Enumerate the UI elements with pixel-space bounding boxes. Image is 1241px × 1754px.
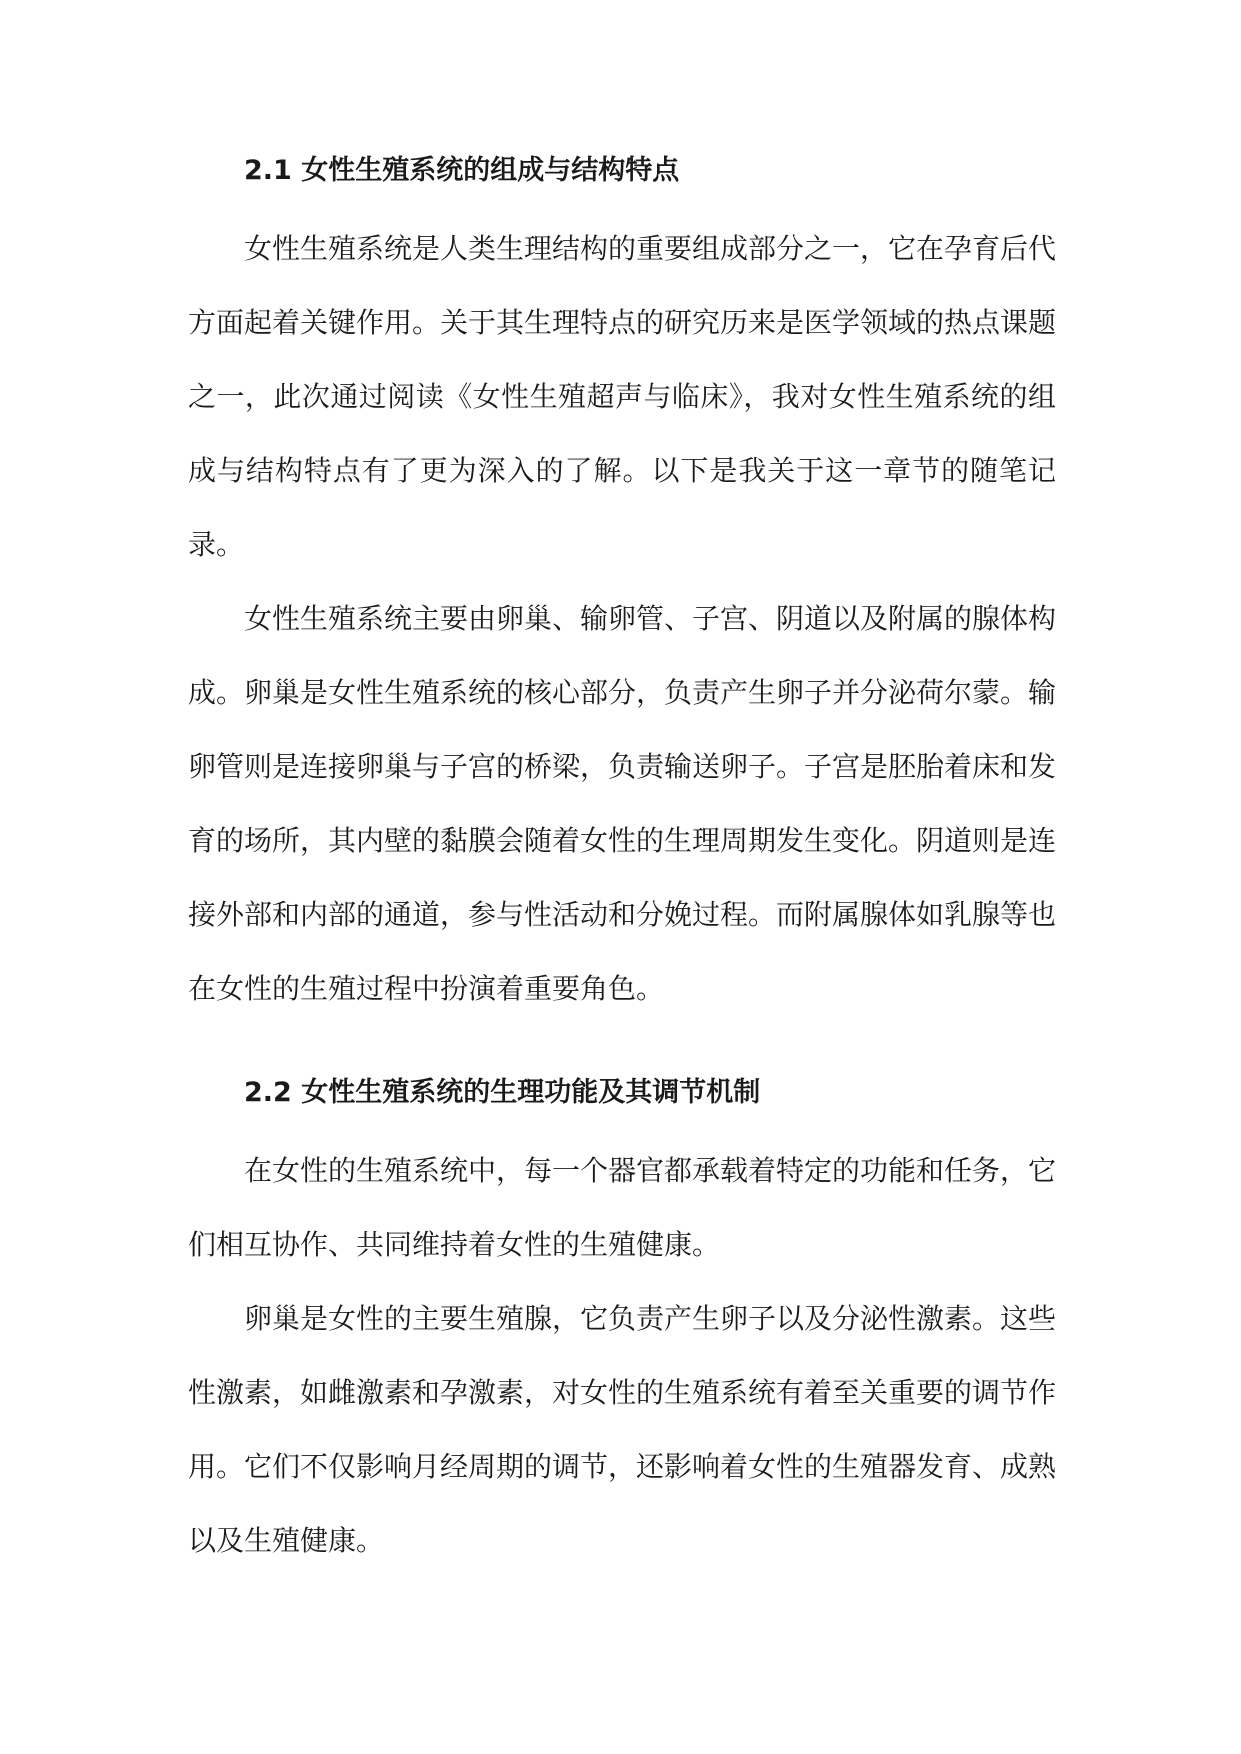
paragraph: 在女性的生殖系统中，每一个器官都承载着特定的功能和任务，它们相互协作、共同维持着女性的生殖健康。	[188, 1154, 1057, 1261]
paragraph: 卵巢是女性的主要生殖腺，它负责产生卵子以及分泌性激素。这些性激素，如雌激素和孕激素，对女性的生殖系统有着至关重要的调节作用。它们不仅影响月经周期的调节，还影响着女性的生殖器发育、成熟以及生殖健康。	[188, 1302, 1057, 1557]
section-heading: 2.1 女性生殖系统的组成与结构特点	[244, 155, 680, 186]
paragraph: 女性生殖系统是人类生理结构的重要组成部分之一，它在孕育后代方面起着关键作用。关于其生理特点的研究历来是医学领域的热点课题之一，此次通过阅读《女性生殖超声与临床》，我对女性生殖系统的组成与结构特点有了更为深入的了解。以下是我关于这一章节的随笔记录。	[188, 232, 1057, 561]
document-page	[188, 140, 1056, 1578]
paragraph: 女性生殖系统主要由卵巢、输卵管、子宫、阴道以及附属的腺体构成。卵巢是女性生殖系统的核心部分，负责产生卵子并分泌荷尔蒙。输卵管则是连接卵巢与子宫的桥梁，负责输送卵子。子宫是胚胎着床和发育的场所，其内壁的黏膜会随着女性的生理周期发生变化。阴道则是连接外部和内部的通道，参与性活动和分娩过程。而附属腺体如乳腺等也在女性的生殖过程中扮演着重要角色。	[188, 602, 1057, 1005]
section-2-2	[188, 1062, 1056, 1578]
section-2-1	[188, 140, 1056, 1026]
section-heading: 2.2 女性生殖系统的生理功能及其调节机制	[244, 1077, 761, 1108]
